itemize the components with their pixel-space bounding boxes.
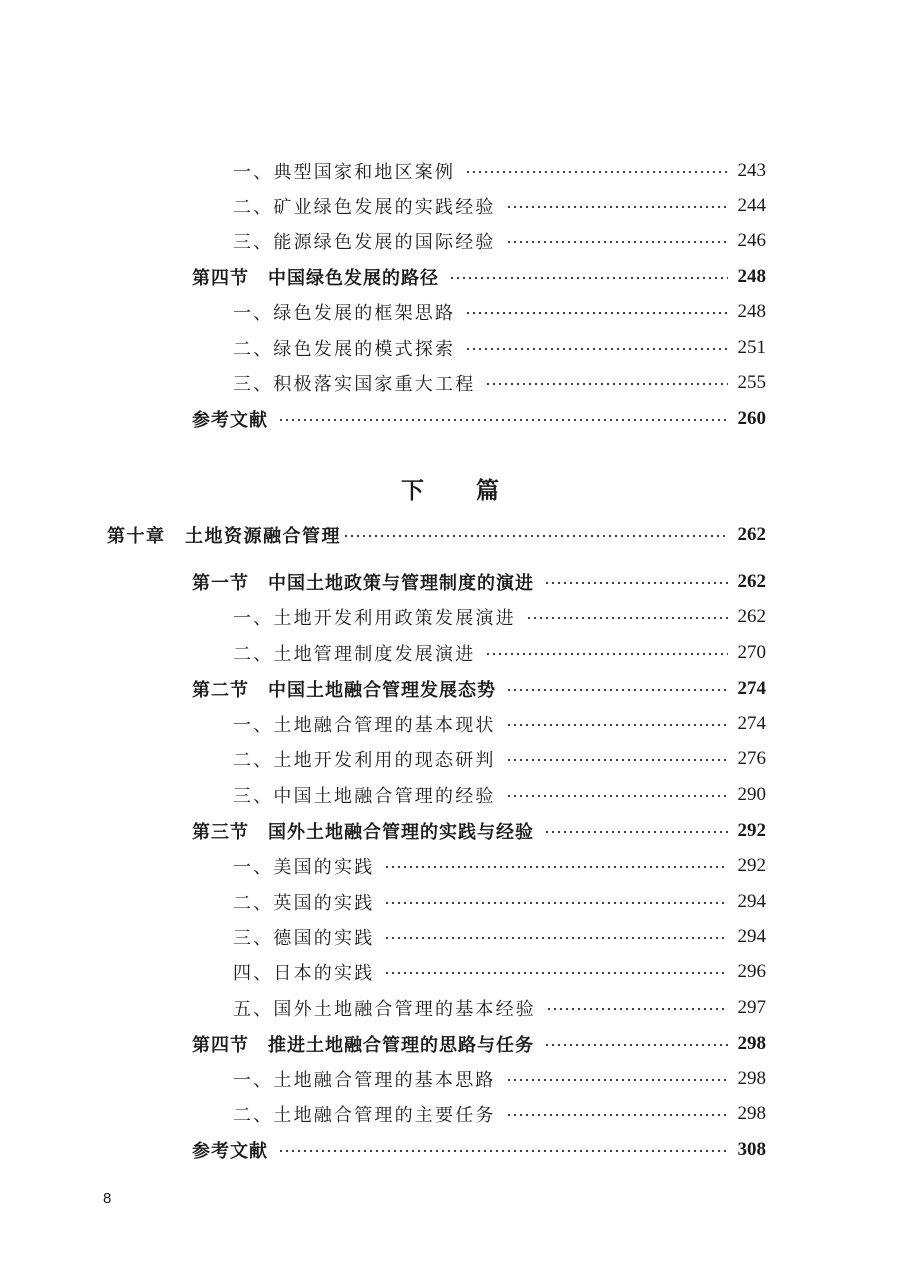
dot-leader — [506, 724, 728, 726]
dot-leader — [465, 171, 727, 173]
toc-entry-page: 274 — [737, 678, 766, 699]
toc-entry[interactable] — [233, 294, 766, 330]
toc-entry-label: 三、能源绿色发展的国际经验 — [233, 232, 496, 253]
dot-leader — [526, 617, 728, 619]
toc-entry-label: 第四节 推进土地融合管理的思路与任务 — [192, 1035, 534, 1056]
dot-leader — [278, 419, 728, 421]
dot-leader — [465, 312, 727, 314]
toc-entry-label: 二、英国的实践 — [233, 893, 375, 914]
toc-entry-page: 248 — [737, 266, 766, 287]
toc-entry-page: 292 — [737, 855, 766, 876]
dot-leader — [384, 866, 727, 868]
toc-entry[interactable] — [233, 919, 766, 955]
toc-entry-page: 260 — [737, 408, 766, 429]
toc-entry-label: 五、国外土地融合管理的基本经验 — [233, 999, 536, 1020]
dot-leader — [544, 582, 728, 584]
dot-leader — [343, 535, 728, 537]
toc-entry[interactable] — [233, 884, 766, 920]
toc-entry-label: 第一节 中国土地政策与管理制度的演进 — [192, 573, 534, 594]
dot-leader — [384, 937, 727, 939]
part-title: 下 篇 — [400, 478, 521, 504]
toc-entry[interactable] — [233, 599, 766, 635]
dot-leader — [506, 1114, 728, 1116]
toc-entry-label: 二、土地管理制度发展演进 — [233, 644, 476, 665]
toc-entry[interactable] — [107, 517, 766, 553]
dot-leader — [506, 1079, 728, 1081]
toc-entry[interactable] — [233, 188, 766, 224]
dot-leader — [449, 277, 728, 279]
toc-entry-label: 一、典型国家和地区案例 — [233, 162, 456, 183]
toc-entry[interactable] — [192, 564, 766, 600]
toc-entry-label: 二、矿业绿色发展的实践经验 — [233, 197, 496, 218]
toc-entry-label: 一、土地融合管理的基本现状 — [233, 715, 496, 736]
toc-entry-label: 第十章 土地资源融合管理 — [107, 526, 341, 547]
toc-entry-label: 参考文献 — [192, 410, 268, 431]
dot-leader — [384, 972, 727, 974]
toc-entry-label: 第三节 国外土地融合管理的实践与经验 — [192, 822, 534, 843]
dot-leader — [506, 241, 728, 243]
toc-entry-page: 298 — [737, 1033, 766, 1054]
toc-entry[interactable] — [233, 848, 766, 884]
toc-entry-page: 262 — [737, 606, 766, 627]
toc-entry[interactable] — [192, 671, 766, 707]
toc-entry-page: 243 — [737, 160, 766, 181]
toc-entry-page: 255 — [737, 372, 766, 393]
dot-leader — [485, 383, 727, 385]
toc-entry-label: 一、土地开发利用政策发展演进 — [233, 608, 516, 629]
toc-entry[interactable] — [233, 1061, 766, 1097]
toc-entry-label: 第二节 中国土地融合管理发展态势 — [192, 680, 496, 701]
toc-entry[interactable] — [233, 365, 766, 401]
dot-leader — [544, 831, 728, 833]
toc-entry-page: 262 — [737, 524, 766, 545]
toc-entry-label: 一、美国的实践 — [233, 857, 375, 878]
toc-entry[interactable] — [233, 990, 766, 1026]
toc-entry-label: 三、积极落实国家重大工程 — [233, 374, 476, 395]
toc-entry-label: 一、绿色发展的框架思路 — [233, 303, 456, 324]
toc-entry-page: 251 — [737, 337, 766, 358]
toc-entry-page: 294 — [737, 926, 766, 947]
dot-leader — [546, 1008, 728, 1010]
toc-entry[interactable] — [233, 223, 766, 259]
dot-leader — [506, 795, 728, 797]
dot-leader — [506, 206, 728, 208]
toc-entry[interactable] — [233, 1096, 766, 1132]
toc-entry[interactable] — [192, 401, 766, 437]
toc-entry-label: 二、绿色发展的模式探索 — [233, 339, 456, 360]
dot-leader — [384, 902, 727, 904]
toc-entry[interactable] — [192, 259, 766, 295]
toc-entry-label: 参考文献 — [192, 1141, 268, 1162]
toc-entry-page: 296 — [737, 961, 766, 982]
dot-leader — [506, 689, 728, 691]
toc-entry-label: 三、中国土地融合管理的经验 — [233, 786, 496, 807]
toc-entry-page: 308 — [737, 1139, 766, 1160]
dot-leader — [278, 1150, 728, 1152]
toc-entry-page: 276 — [737, 748, 766, 769]
toc-entry-page: 248 — [737, 301, 766, 322]
toc-entry[interactable] — [233, 954, 766, 990]
toc-entry-label: 三、德国的实践 — [233, 928, 375, 949]
toc-entry-page: 262 — [737, 571, 766, 592]
toc-entry-page: 270 — [737, 642, 766, 663]
toc-entry-page: 298 — [737, 1068, 766, 1089]
toc-entry-page: 290 — [737, 784, 766, 805]
dot-leader — [465, 348, 727, 350]
toc-entry-label: 二、土地开发利用的现态研判 — [233, 750, 496, 771]
toc-entry-label: 第四节 中国绿色发展的路径 — [192, 268, 439, 289]
toc-entry[interactable] — [233, 741, 766, 777]
toc-entry-page: 274 — [737, 713, 766, 734]
toc-entry[interactable] — [192, 813, 766, 849]
toc-entry[interactable] — [192, 1026, 766, 1062]
toc-entry-label: 二、土地融合管理的主要任务 — [233, 1105, 496, 1126]
toc-entry-page: 244 — [737, 195, 766, 216]
toc-entry[interactable] — [233, 635, 766, 671]
toc-entry[interactable] — [233, 777, 766, 813]
toc-entry[interactable] — [192, 1132, 766, 1168]
toc-entry[interactable] — [233, 153, 766, 189]
dot-leader — [544, 1044, 728, 1046]
page-number: 8 — [103, 1190, 112, 1207]
dot-leader — [506, 759, 728, 761]
toc-entry-page: 297 — [737, 997, 766, 1018]
toc-entry-page: 294 — [737, 891, 766, 912]
toc-entry-page: 292 — [737, 820, 766, 841]
toc-entry[interactable] — [233, 706, 766, 742]
dot-leader — [485, 653, 727, 655]
toc-entry-label: 四、日本的实践 — [233, 963, 375, 984]
toc-entry-page: 298 — [737, 1103, 766, 1124]
toc-entry-page: 246 — [737, 230, 766, 251]
toc-entry-label: 一、土地融合管理的基本思路 — [233, 1070, 496, 1091]
toc-entry[interactable] — [233, 330, 766, 366]
